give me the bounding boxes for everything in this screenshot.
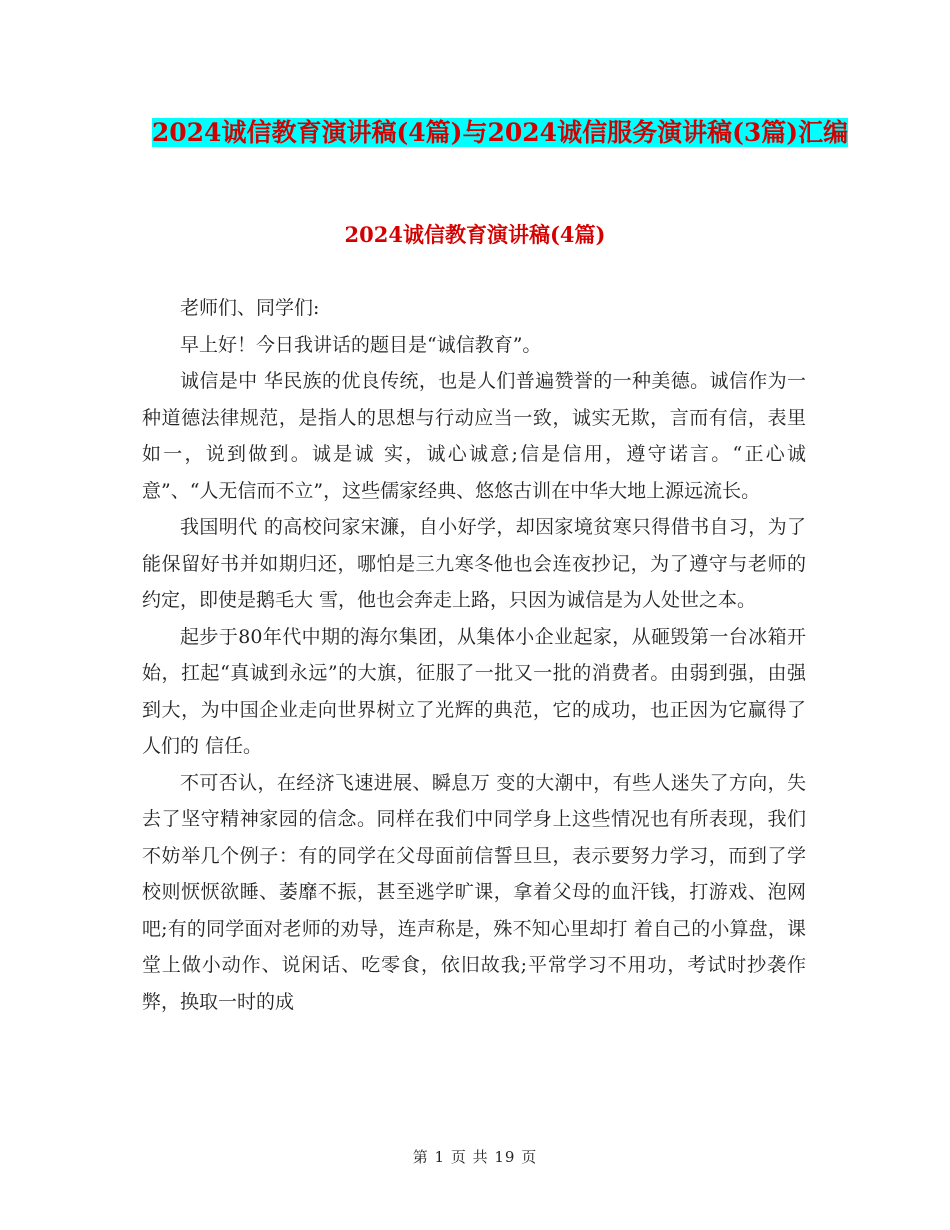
section-title: 2024诚信教育演讲稿(4篇) bbox=[344, 222, 606, 247]
page-footer bbox=[0, 1146, 950, 1167]
paragraph: 诚信是中 华民族的优良传统，也是人们普遍赞誉的一种美德。诚信作为一种道德法律规范，是指人的思想与行动应当一致，诚实无欺，言而有信，表里如一，说到做到。诚是诚 实，诚心诚意;信是信用，遵守诺言。“正心诚意”、“人无信而不立”，这些儒家经典、悠悠古训在中华大地上源远流长。 bbox=[142, 370, 806, 502]
paragraph-greeting: 早上好！今日我讲话的题目是“诚信教育”。 bbox=[180, 333, 542, 356]
paragraph: 起步于80年代中期的海尔集团，从集体小企业起家，从砸毁第一台冰箱开 始，扛起“真诚到永远”的大旗，征服了一批又一批的消费者。由弱到强，由强到大，为中国企业走向世界树立了光辉的典范，它的成功，也正因为它赢得了人们的 信任。 bbox=[142, 625, 806, 757]
page-indicator: 第 1 页 共 19 页 bbox=[412, 1148, 538, 1166]
paragraph: 不可否认，在经济飞速进展、瞬息万 变的大潮中，有些人迷失了方向，失去了坚守精神家园的信念。同样在我们中同学身上这些情况也有所表现，我们不妨举几个例子：有的同学在父母面前信誓旦旦，表示要努力学习，而到了学校则恹恹欲睡、萎靡不振，甚至逃学旷课，拿着父母的血汗钱，打游戏、泡网吧;有的同学面对老师的劝导，连声称是，殊不知心里却打 着自己的小算盘，课堂上做小动作、说闲话、吃零食，依旧故我;平常学习不用功，考试时抄袭作弊，换取一时的成 bbox=[142, 771, 806, 1013]
document-title-text: 2024诚信教育演讲稿(4篇)与2024诚信服务演讲稿(3篇)汇编 bbox=[151, 118, 849, 147]
document-body bbox=[142, 290, 806, 1020]
paragraph: 我国明代 的高校问家宋濂，自小好学，却因家境贫寒只得借书自习，为了能保留好书并如期归还，哪怕是三九寒冬他也会连夜抄记，为了遵守与老师的约定，即使是鹅毛大 雪，他也会奔走上路，只因为诚信是为人处世之本。 bbox=[142, 516, 806, 611]
paragraph-salutation: 老师们、同学们: bbox=[180, 297, 320, 319]
document-title bbox=[140, 108, 860, 158]
